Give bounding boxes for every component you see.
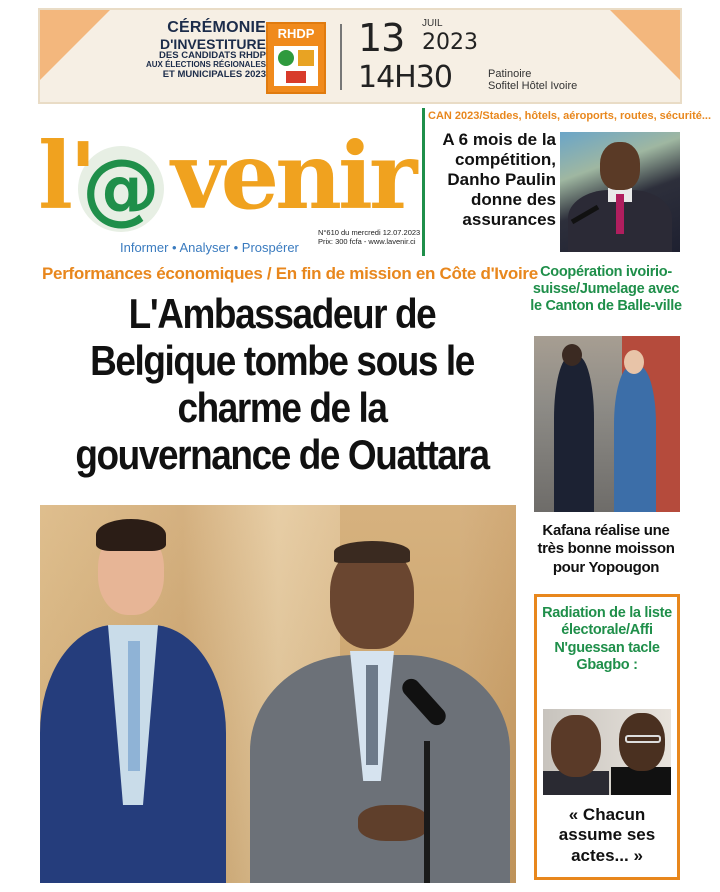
issue-number: N°610 du mercredi 12.07.2023 bbox=[318, 228, 421, 237]
venue-line2: Sofitel Hôtel Ivoire bbox=[488, 80, 578, 93]
danho-paulin-photo bbox=[560, 132, 680, 252]
coop-headline[interactable]: Coopération ivoirio-suisse/Jumelage avec le Canton de Balle-ville bbox=[530, 264, 682, 315]
affi-quote: « Chacun assume ses actes... » bbox=[558, 805, 656, 865]
event-day: 13 bbox=[358, 16, 405, 60]
can-kicker: CAN 2023/Stades, hôtels, aéroports, routes, sécurité... bbox=[428, 110, 712, 122]
affi-story-box[interactable] bbox=[534, 594, 680, 880]
microphone-stand-icon bbox=[424, 741, 430, 883]
main-headline[interactable]: L'Ambassadeur de Belgique tombe sous le charme de la gouvernance de Ouattara bbox=[75, 290, 489, 479]
main-kicker: Performances économiques / En fin de mission en Côte d'Ivoire bbox=[42, 264, 538, 283]
newspaper-front-page bbox=[38, 8, 712, 884]
investiture-banner[interactable] bbox=[38, 8, 682, 104]
event-time: 14H30 bbox=[358, 60, 452, 95]
rhdp-logo bbox=[266, 22, 326, 94]
masthead bbox=[38, 110, 421, 258]
event-venue bbox=[488, 68, 577, 92]
rhdp-emblem-icon bbox=[274, 46, 318, 86]
issue-price: Prix: 300 fcfa - www.lavenir.ci bbox=[318, 237, 416, 246]
banner-title-line5: ET MUNICIPALES 2023 bbox=[162, 68, 266, 80]
banner-title-line4: AUX ÉLECTIONS RÉGIONALES bbox=[145, 60, 266, 70]
logo-venir: venir bbox=[171, 122, 414, 230]
issue-info bbox=[318, 228, 448, 246]
main-photo bbox=[40, 505, 516, 883]
event-month: JUIL bbox=[422, 18, 443, 29]
venue-line1: Patinoire bbox=[488, 68, 532, 80]
banner-divider bbox=[340, 24, 342, 90]
tagline: Informer • Analyser • Prospérer bbox=[120, 240, 299, 255]
rhdp-logo-text: RHDP bbox=[277, 26, 315, 41]
logo-at-sign: @ bbox=[82, 144, 160, 234]
banner-title-line2: D'INVESTITURE bbox=[159, 35, 266, 52]
kafana-headline[interactable]: Kafana réalise une très bonne moisson pour Yopougon bbox=[537, 522, 675, 576]
banner-title bbox=[126, 20, 266, 80]
can-divider bbox=[422, 108, 425, 256]
affi-headline: Radiation de la liste électorale/Affi N'guessan tacle Gbagbo : bbox=[542, 605, 672, 674]
event-date bbox=[358, 16, 478, 60]
gbagbo-affi-photo bbox=[543, 709, 671, 795]
banner-corner-right bbox=[610, 10, 680, 80]
kafana-photo bbox=[534, 336, 680, 512]
banner-title-line3: DES CANDIDATS RHDP bbox=[159, 50, 266, 62]
event-year: 2023 bbox=[422, 30, 478, 55]
banner-corner-left bbox=[40, 10, 110, 80]
banner-title-line1: CÉRÉMONIE bbox=[167, 19, 266, 36]
logo-l: l' bbox=[38, 122, 94, 230]
can-headline[interactable]: A 6 mois de la compétition, Danho Paulin donne des assurances bbox=[442, 130, 556, 230]
